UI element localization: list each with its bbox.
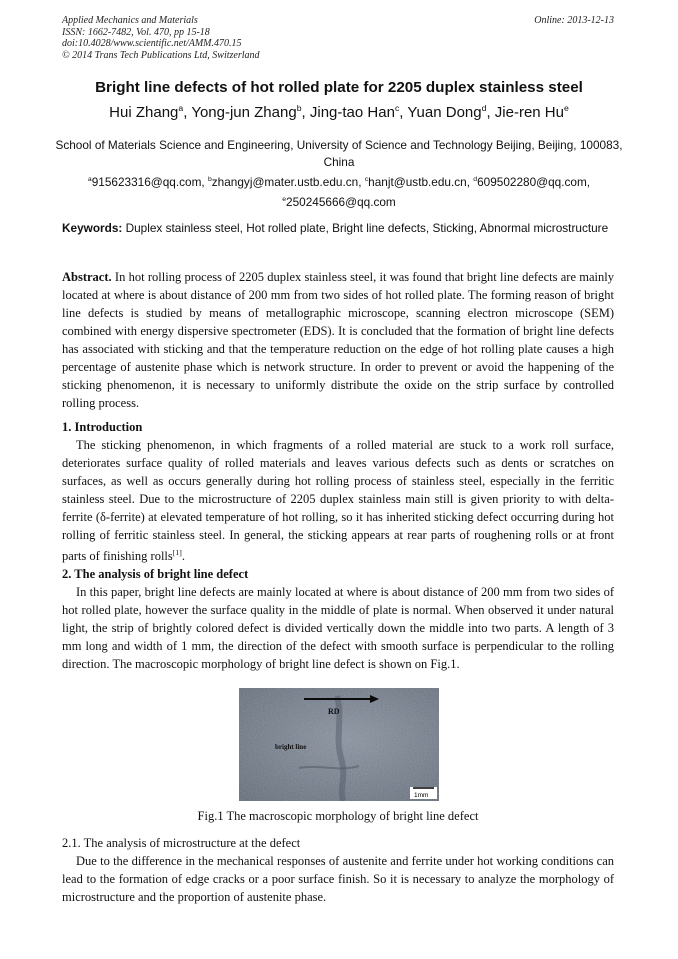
author-name: Yuan Dong	[407, 104, 482, 121]
issn-line: ISSN: 1662-7482, Vol. 470, pp 15-18	[62, 26, 210, 38]
affiliation: School of Materials Science and Engineering, University of Science and Technology Beijing, Beijing, 100083, China	[55, 138, 623, 169]
author-name: Hui Zhang	[109, 104, 179, 121]
email-list	[40, 171, 638, 211]
keywords	[62, 220, 614, 237]
section-introduction	[62, 418, 614, 673]
micrograph-image	[239, 688, 439, 801]
rd-label: RD	[328, 707, 340, 716]
scale-label: 1mm	[414, 792, 429, 799]
author-name: Yong-jun Zhang	[191, 104, 297, 121]
abstract	[62, 268, 614, 412]
section-heading: 2. The analysis of bright line defect	[62, 567, 249, 582]
citation-ref[interactable]: [1]	[172, 548, 182, 557]
abstract-label: Abstract.	[62, 270, 112, 284]
author-list: Hui Zhang$^a$, Yong-jun Zhang$^b$, Jing-tao Han$^c$, Yuan Dong$^d$, Jie-ren Hu$^e$	[109, 103, 569, 121]
author-sup: b	[296, 103, 302, 113]
email-link[interactable]: hanjt@ustb.edu.cn,	[368, 174, 474, 189]
keywords-label: Keywords:	[62, 221, 123, 235]
author-name: Jing-tao Han	[309, 104, 395, 121]
bright-line-label: bright line	[275, 743, 307, 751]
email-link[interactable]: 609502280@qq.com,	[477, 174, 591, 189]
section-text: In this paper, bright line defects are mainly located at where is about distance of 200 mm from two sides of hot rolled plate, however the surface quality in the middle of plate is normal. When observed it under natural light, the strip of brightly colored defect is divided vertically down the middle into two parts. A length of 3 mm long and width of 1 mm, the direction of the defect with smooth surface is perpendicular to the rolling direction. The macroscopic morphology of bright line defect is shown on Fig.1.	[62, 585, 614, 672]
section-heading: 1. Introduction	[62, 420, 143, 434]
subsection-heading: 2.1. The analysis of microstructure at the defect	[62, 836, 301, 850]
email-link[interactable]: 250245666@qq.com	[286, 194, 396, 209]
doi-line: doi:10.4028/www.scientific.net/AMM.470.15	[62, 38, 242, 49]
email-link[interactable]: zhangyj@mater.ustb.edu.cn,	[211, 174, 365, 189]
section-text: The sticking phenomenon, in which fragments of a rolled material are stuck to a work roll surface, deteriorates surface quality of rolled materials and leaves various defects such as dents or scratches on surfaces, as well as occurs generally during hot rolling process of stainless steel, especially in the ferritic stainless steel. Due to the microstructure of 2205 duplex stainless main still is given priority to with delta-ferrite (δ-ferrite) at elevated temperature of hot rolling, so it has inherited sticking defect occurring during hot rolling of ferritic stainless steel. In general, the sticking appears at rear parts of roughening rolls or at front parts of finishing rolls	[62, 438, 614, 564]
author-sup: a	[178, 103, 184, 113]
section-microstructure	[62, 834, 614, 906]
author-sup: e	[563, 103, 569, 113]
journal-name: Applied Mechanics and Materials	[62, 15, 198, 26]
section-text: Due to the difference in the mechanical responses of austenite and ferrite under hot working conditions can lead to the formation of edge cracks or a poor surface finish. So it is necessary to analyze the morphology of microstructure and the proportion of austenite phase.	[62, 854, 614, 904]
email-link[interactable]: 915623316@qq.com,	[91, 174, 208, 189]
sentence-end: .	[181, 549, 185, 564]
email-sup: d	[473, 176, 478, 183]
author-name: Jie-ren Hu	[494, 104, 564, 121]
figure-caption: Fig.1 The macroscopic morphology of bright line defect	[197, 809, 479, 823]
email-sup: a	[87, 176, 92, 183]
paper-title: Bright line defects of hot rolled plate for 2205 duplex stainless steel	[95, 79, 583, 96]
email-sup: c	[364, 176, 369, 183]
running-header	[62, 15, 614, 61]
copyright-line: © 2014 Trans Tech Publications Ltd, Switzerland	[62, 49, 260, 61]
email-sup: b	[207, 176, 212, 183]
abstract-text: In hot rolling process of 2205 duplex stainless steel, it was found that bright line defects are mainly located at where is about distance of 200 mm from two sides of hot rolled plate. The forming reason of bright line defects is studied by means of metallographic microscope, scanning electron microscope (SEM) combined with energy dispersive spectrometer (EDS). It is concluded that the formation of bright line defects has associated with sticking and that the temperature reduction on the edge of hot rolling plate causes a high percentage of austenite phase which is network structure. In order to prevent or avoid the happening of the sticking phenomenon, it is necessary to uniformly distribute the oxide on the strip surface by controlled rolling process.	[62, 270, 614, 410]
email-sup: e	[282, 195, 287, 203]
author-sup: d	[481, 103, 487, 113]
author-sup: c	[394, 103, 400, 113]
keywords-text: Duplex stainless steel, Hot rolled plate, Bright line defects, Sticking, Abnormal microstructure	[122, 221, 609, 235]
online-date: Online: 2013-12-13	[534, 15, 614, 26]
figure-bright-line	[239, 688, 439, 801]
